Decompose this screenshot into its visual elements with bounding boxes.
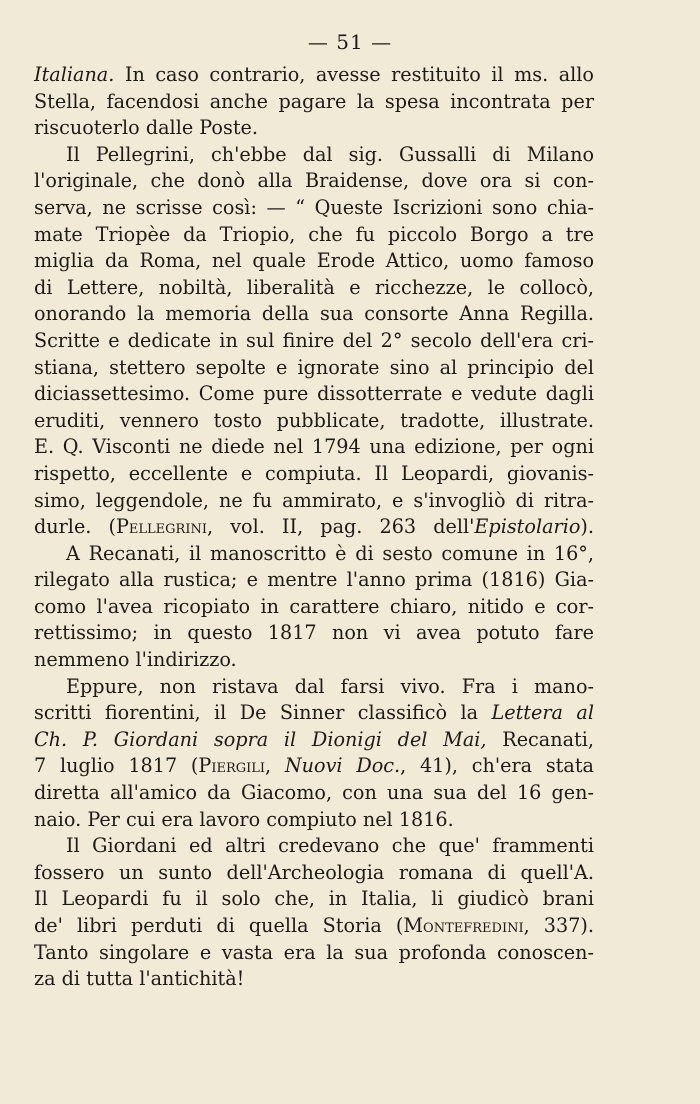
text-span: 7 luglio 1817 ( bbox=[34, 754, 199, 778]
text-span: de' libri perduti di quella Storia ( bbox=[34, 914, 404, 937]
italic-text: Italiana. bbox=[34, 63, 115, 86]
text-line bbox=[34, 780, 594, 807]
text-line bbox=[34, 89, 594, 116]
text-span: za di tutta l'antichità! bbox=[34, 967, 245, 991]
text-span: Scritte e dedicate in sul finire del 2° secolo dell'era cri- bbox=[34, 328, 594, 352]
text-span: Recanati, bbox=[486, 727, 594, 751]
text-span: Stella, facendosi anche pagare la spesa incontrata per bbox=[34, 89, 594, 113]
text-line bbox=[34, 142, 594, 169]
text-span: Eppure, non ristava dal farsi vivo. Fra i mano- bbox=[66, 674, 594, 698]
text-span: rilegato alla rustica; e mentre l'anno prima (1816) Gia- bbox=[34, 568, 594, 592]
author-name: Montefredini bbox=[403, 914, 524, 937]
text-span: durle. ( bbox=[34, 515, 116, 539]
text-line bbox=[34, 275, 594, 302]
text-line bbox=[34, 355, 594, 382]
text-span: stiana, stettero sepolte e ignorate sino al principio del bbox=[34, 355, 594, 379]
text-span: riscuoterlo dalle Poste. bbox=[34, 116, 258, 140]
text-span: l'originale, che donò alla Braidense, dove ora si con- bbox=[34, 169, 594, 193]
text-span: , 337). bbox=[523, 914, 595, 937]
text-line bbox=[34, 62, 594, 89]
text-span: , vol. II, pag. 263 dell' bbox=[206, 515, 475, 539]
text-line bbox=[34, 115, 594, 142]
text-span: scritti fiorentini, il De Sinner classificò la bbox=[34, 701, 492, 725]
text-span: Il Leopardi fu il solo che, in Italia, li giudicò brani bbox=[34, 887, 594, 911]
text-line bbox=[34, 168, 594, 195]
text-line bbox=[34, 860, 594, 887]
text-line bbox=[34, 674, 594, 701]
text-line bbox=[34, 541, 594, 568]
text-span: , 41), ch'era stata bbox=[400, 754, 594, 778]
text-line bbox=[34, 620, 594, 647]
italic-text: Lettera al bbox=[491, 701, 594, 725]
page-number: — 51 — bbox=[307, 30, 393, 54]
text-line bbox=[34, 408, 594, 435]
italic-text: Ch. P. Giordani sopra il Dionigi del Mai, bbox=[34, 727, 487, 751]
text-span: Tanto singolare e vasta era la sua profonda conoscen- bbox=[34, 940, 594, 964]
text-span: serva, ne scrisse così: — “ Queste Iscrizioni sono chia- bbox=[34, 195, 594, 219]
text-span: onorando la memoria della sua consorte Anna Regilla. bbox=[34, 302, 594, 326]
text-span: diretta all'amico da Giacomo, con una sua del 16 gen- bbox=[34, 781, 594, 805]
text-line bbox=[34, 381, 594, 408]
text-line bbox=[34, 488, 594, 515]
text-line bbox=[34, 222, 594, 249]
text-line bbox=[34, 434, 594, 461]
text-span: ). bbox=[580, 515, 594, 539]
text-line bbox=[34, 753, 594, 780]
text-span: nemmeno l'indirizzo. bbox=[34, 648, 237, 672]
text-line bbox=[34, 195, 594, 222]
text-span: naio. Per cui era lavoro compiuto nel 1816. bbox=[34, 807, 454, 831]
text-span: rettissimo; in questo 1817 non vi avea potuto fare bbox=[34, 621, 594, 645]
author-name: Piergili bbox=[198, 754, 266, 778]
text-span: Il Pellegrini, ch'ebbe dal sig. Gussalli di Milano bbox=[66, 142, 594, 166]
text-line bbox=[34, 913, 594, 940]
text-span: A Recanati, il manoscritto è di sesto comune in 16°, bbox=[66, 541, 594, 565]
text-span: In caso contrario, avesse restituito il ms. allo bbox=[114, 63, 594, 86]
text-line bbox=[34, 886, 594, 913]
text-span: mate Triopèe da Triopio, che fu piccolo Borgo a tre bbox=[34, 222, 594, 246]
text-line bbox=[34, 700, 594, 727]
text-span: Il Giordani ed altri credevano che que' frammenti bbox=[66, 834, 594, 858]
author-name: Pellegrini bbox=[116, 515, 207, 539]
text-span: rispetto, eccellente e compiuta. Il Leopardi, giovanis- bbox=[34, 461, 594, 485]
italic-text: Epistolario bbox=[474, 515, 581, 539]
text-line bbox=[34, 567, 594, 594]
body-text bbox=[34, 62, 594, 993]
text-span: di Lettere, nobiltà, liberalità e ricchezze, le collocò, bbox=[34, 275, 594, 299]
text-line bbox=[34, 301, 594, 328]
text-span: eruditi, vennero tosto pubblicate, tradotte, illustrate. bbox=[34, 408, 594, 432]
italic-text: Nuovi Doc. bbox=[284, 754, 401, 778]
text-span: miglia da Roma, nel quale Erode Attico, uomo famoso bbox=[34, 249, 594, 273]
text-line bbox=[34, 833, 594, 860]
text-line bbox=[34, 328, 594, 355]
text-span: simo, leggendole, ne fu ammirato, e s'invogliò di ritra- bbox=[34, 488, 594, 512]
text-line bbox=[34, 966, 594, 993]
text-line bbox=[34, 594, 594, 621]
text-span: E. Q. Visconti ne diede nel 1794 una edizione, per ogni bbox=[34, 435, 594, 459]
text-line bbox=[34, 461, 594, 488]
text-line bbox=[34, 727, 594, 754]
text-span: como l'avea ricopiato in carattere chiaro, nitido e cor- bbox=[34, 594, 594, 618]
text-line bbox=[34, 647, 594, 674]
text-span: , bbox=[265, 754, 285, 778]
text-line bbox=[34, 807, 594, 834]
text-line bbox=[34, 248, 594, 275]
text-span: diciassettesimo. Come pure dissotterrate e vedute dagli bbox=[34, 382, 594, 406]
text-line bbox=[34, 940, 594, 967]
text-span: fossero un sunto dell'Archeologia romana di quell'A. bbox=[34, 860, 594, 884]
text-line bbox=[34, 514, 594, 541]
